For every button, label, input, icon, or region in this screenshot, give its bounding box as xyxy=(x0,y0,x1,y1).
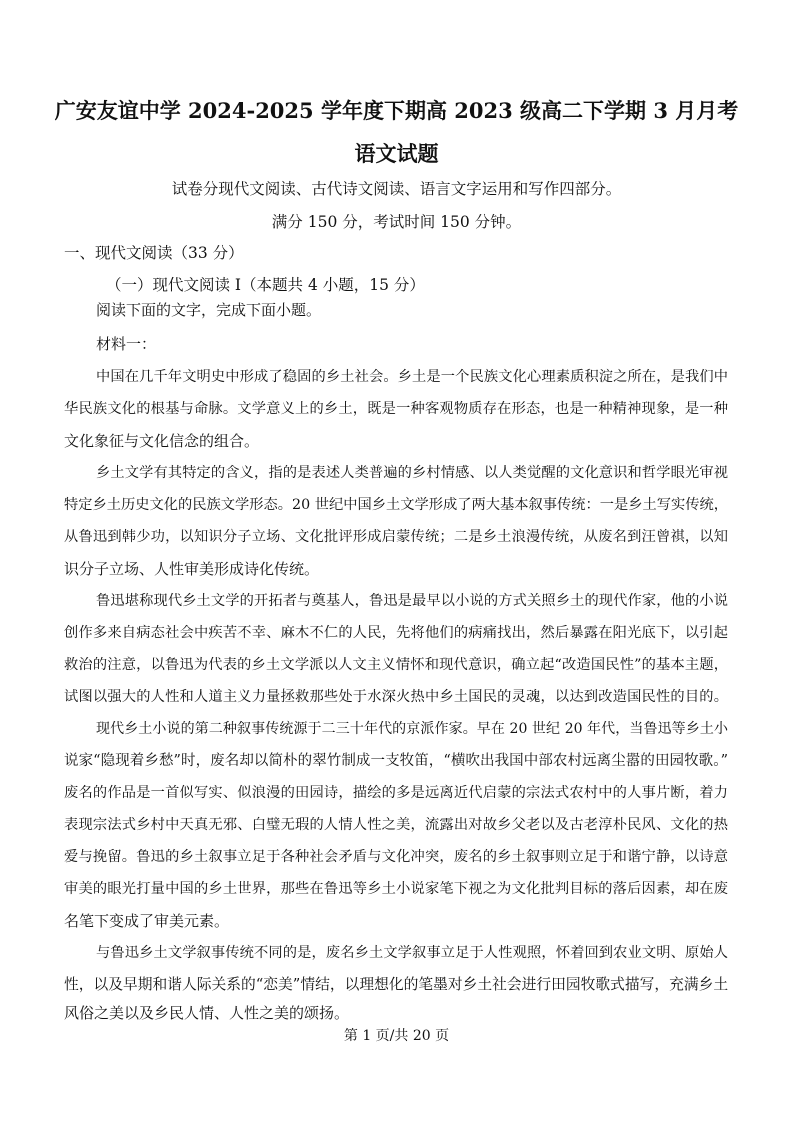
paragraph-line: 风俗之美以及乡民人情、人性之美的颂扬。 xyxy=(64,1004,350,1022)
paragraph-line: 救治的注意，以鲁迅为代表的乡土文学派以人文主义情怀和现代意识，确立起“改造国民性”的基本主题， xyxy=(64,657,728,673)
paragraph-line: 从鲁迅到韩少功，以知识分子立场、文化批评形成启蒙传统；二是乡土浪漫传统，从废名到汪曾祺，以知 xyxy=(64,529,728,545)
section-heading: 一、现代文阅读（33 分） xyxy=(64,244,244,262)
paragraph-line: 性，以及早期和谐人际关系的“恋美”情结，以理想化的笔墨对乡土社会进行田园牧歌式描写，充满乡土 xyxy=(64,976,729,993)
subsection-heading: （一）现代文阅读 I（本题共 4 小题，15 分） xyxy=(106,276,425,294)
paragraph-line: 创作多来自病态社会中疾苦不幸、麻木不仁的人民，先将他们的病痛找出，然后暴露在阳光底下，以引起 xyxy=(64,625,728,641)
paragraph-line: 审美的眼光打量中国的乡土世界，那些在鲁迅等乡土小说家笔下视之为文化批判目标的落后因素，却在废 xyxy=(64,881,728,897)
paragraph-line: 表现宗法式乡村中天真无邪、白璧无瑕的人情人性之美，流露出对故乡父老以及古老淳朴民风、文化的热 xyxy=(64,817,728,833)
page-number: 第 1 页/共 20 页 xyxy=(343,1028,450,1044)
paragraph-line: 与鲁迅乡土文学叙事传统不同的是，废名乡土文学叙事立足于人性观照，怀着回到农业文明、原始人 xyxy=(96,945,728,961)
paragraph-line: 识分子立场、人性审美形成诗化传统。 xyxy=(64,560,320,578)
exam-subject-title: 语文试题 xyxy=(354,141,439,166)
paragraph-line: 乡土文学有其特定的含义，指的是表述人类普遍的乡村情感、以人类觉醒的文化意识和哲学眼光审视 xyxy=(96,465,728,481)
paragraph-line: 中国在几千年文明史中形成了稳固的乡土社会。乡土是一个民族文化心理素质积淀之所在，是我们中 xyxy=(96,369,728,385)
exam-score-time-note: 满分 150 分，考试时间 150 分钟。 xyxy=(271,213,522,231)
exam-title: 广安友谊中学 2024-2025 学年度下期高 2023 级高二下学期 3 月月考 xyxy=(54,98,739,123)
instruction-line: 阅读下面的文字，完成下面小题。 xyxy=(96,301,322,319)
exam-structure-note: 试卷分现代文阅读、古代诗文阅读、语言文字运用和写作四部分。 xyxy=(171,180,622,198)
paragraph-line: 名笔下变成了审美元素。 xyxy=(64,912,230,930)
paragraph-line: 鲁迅堪称现代乡土文学的开拓者与奠基人，鲁迅是最早以小说的方式关照乡土的现代作家，他的小说 xyxy=(96,593,728,609)
paragraph-line: 废名的作品是一首似写实、似浪漫的田园诗，描绘的多是远离近代启蒙的宗法式农村中的人事片断，着力 xyxy=(64,785,728,801)
paragraph-line: 华民族文化的根基与命脉。文学意义上的乡土，既是一种客观物质存在形态，也是一种精神现象，是一种 xyxy=(64,401,728,417)
paragraph-line: 特定乡土历史文化的民族文学形态。20 世纪中国乡土文学形成了两大基本叙事传统：一是乡土写实传统， xyxy=(64,497,728,513)
paragraph-line: 说家“隐现着乡愁”时，废名却以简朴的翠竹制成一支牧笛，“横吹出我国中部农村远离尘嚣的田园牧歌。” xyxy=(64,753,728,769)
paragraph-line: 试图以强大的人性和人道主义力量拯救那些处于水深火热中乡土国民的灵魂，以达到改造国民性的目的。 xyxy=(64,689,728,705)
paragraph-line: 文化象征与文化信念的组合。 xyxy=(64,432,260,450)
paragraph-line: 爱与挽留。鲁迅的乡土叙事立足于各种社会矛盾与文化冲突，废名的乡土叙事则立足于和谐宁静，以诗意 xyxy=(64,849,728,865)
paragraph-line: 现代乡土小说的第二种叙事传统源于二三十年代的京派作家。早在 20 世纪 20 年代，当鲁迅等乡土小 xyxy=(96,721,728,737)
material-label: 材料一： xyxy=(96,335,157,353)
